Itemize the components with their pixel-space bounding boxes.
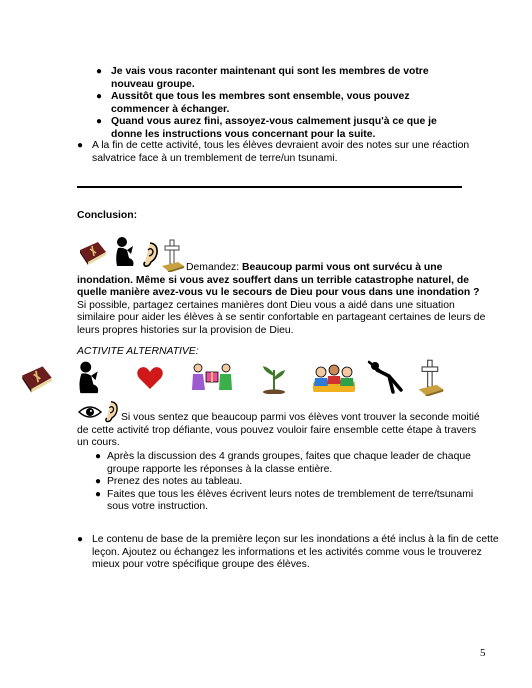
- list-item-text: Quand vous aurez fini, assoyez-vous calmement jusqu'à ce que je donne les instructions vous concernant pour la suite.: [111, 116, 437, 140]
- alternative-heading: ACTIVITE ALTERNATIVE:: [77, 346, 199, 357]
- praying-person-icon: [76, 360, 102, 398]
- bullet: ●: [96, 91, 103, 103]
- page-number: 5: [480, 647, 486, 659]
- bullet: ●: [95, 476, 102, 488]
- list-item: [96, 91, 466, 116]
- bullet: ●: [77, 140, 84, 151]
- conclusion-lead: Demandez:: [186, 262, 243, 273]
- conclusion-body: Si possible, partagez certaines manières dont Dieu vous a aidé dans une situation similaire pour aider les élèves à se sentir confortable en partageant certaines de leurs de leurs propres histories sur la provision de Dieu.: [77, 299, 486, 336]
- cross-icon: [416, 358, 446, 396]
- stretching-person-icon: [367, 360, 405, 394]
- list-item: [95, 476, 485, 489]
- list-item: [95, 489, 485, 514]
- conclusion-heading: Conclusion:: [77, 210, 138, 221]
- plant-icon: [260, 362, 288, 394]
- list-item: [77, 140, 492, 165]
- alternative-intro: [77, 412, 487, 450]
- list-item-text: Je vais vous raconter maintenant qui sont les membres de votre nouveau groupe.: [111, 66, 429, 90]
- list-item: [77, 534, 502, 572]
- list-item-text: Prenez des notes au tableau.: [107, 476, 243, 488]
- list-item-text: Faites que tous les élèves écrivent leurs notes de tremblement de terre/tsunami sous votre instruction.: [107, 488, 474, 513]
- list-item: [95, 451, 485, 476]
- bullet: ●: [96, 66, 103, 77]
- sub-list: [96, 66, 466, 142]
- list-item: [96, 116, 466, 141]
- bullet: ●: [77, 534, 84, 545]
- alternative-list: [95, 451, 485, 514]
- gift-exchange-icon: [190, 362, 234, 394]
- bullet: ●: [96, 116, 103, 128]
- group-icon: [311, 362, 357, 394]
- list-item-text: Après la discussion des 4 grands groupes, faites que chaque leader de chaque groupe rapporte les réponses à la classe entière.: [107, 451, 471, 475]
- divider: [77, 186, 462, 188]
- list-item: [96, 66, 466, 91]
- conclusion-paragraph: [77, 262, 487, 338]
- alternative-intro-text: Si vous sentez que beaucoup parmi vos élèves vont trouver la seconde moitié de cette activité trop défiante, vous pouvez vouloir faire ensemble cette étape à travers un cours.: [77, 412, 480, 449]
- heart-icon: [136, 366, 164, 390]
- list-item-text: A la fin de cette activité, tous les élèves devraient avoir des notes sur une réaction salvatrice face à un tremblement de terre/un tsunami.: [92, 140, 470, 164]
- bible-icon: [20, 364, 54, 396]
- list-item-text: Aussitôt que tous les membres sont ensemble, vous pouvez commencer à échanger.: [111, 91, 410, 115]
- bullet: ●: [95, 488, 102, 500]
- conclusion-question: Beaucoup parmi vous ont survécu à une inondation. Même si vous avez souffert dans un terrible catastrophe naturel, de quelle manière avez-vous vu le secours de Dieu pour vous dans une inondation ?: [77, 262, 480, 299]
- list-item-text: Le contenu de base de la première leçon sur les inondations a été inclus à la fin de cette leçon. Ajoutez ou échangez les informations et les activités comme vous le trouverez mieux pour votre spécifique groupe des élèves.: [92, 534, 499, 571]
- bullet: ●: [95, 451, 102, 462]
